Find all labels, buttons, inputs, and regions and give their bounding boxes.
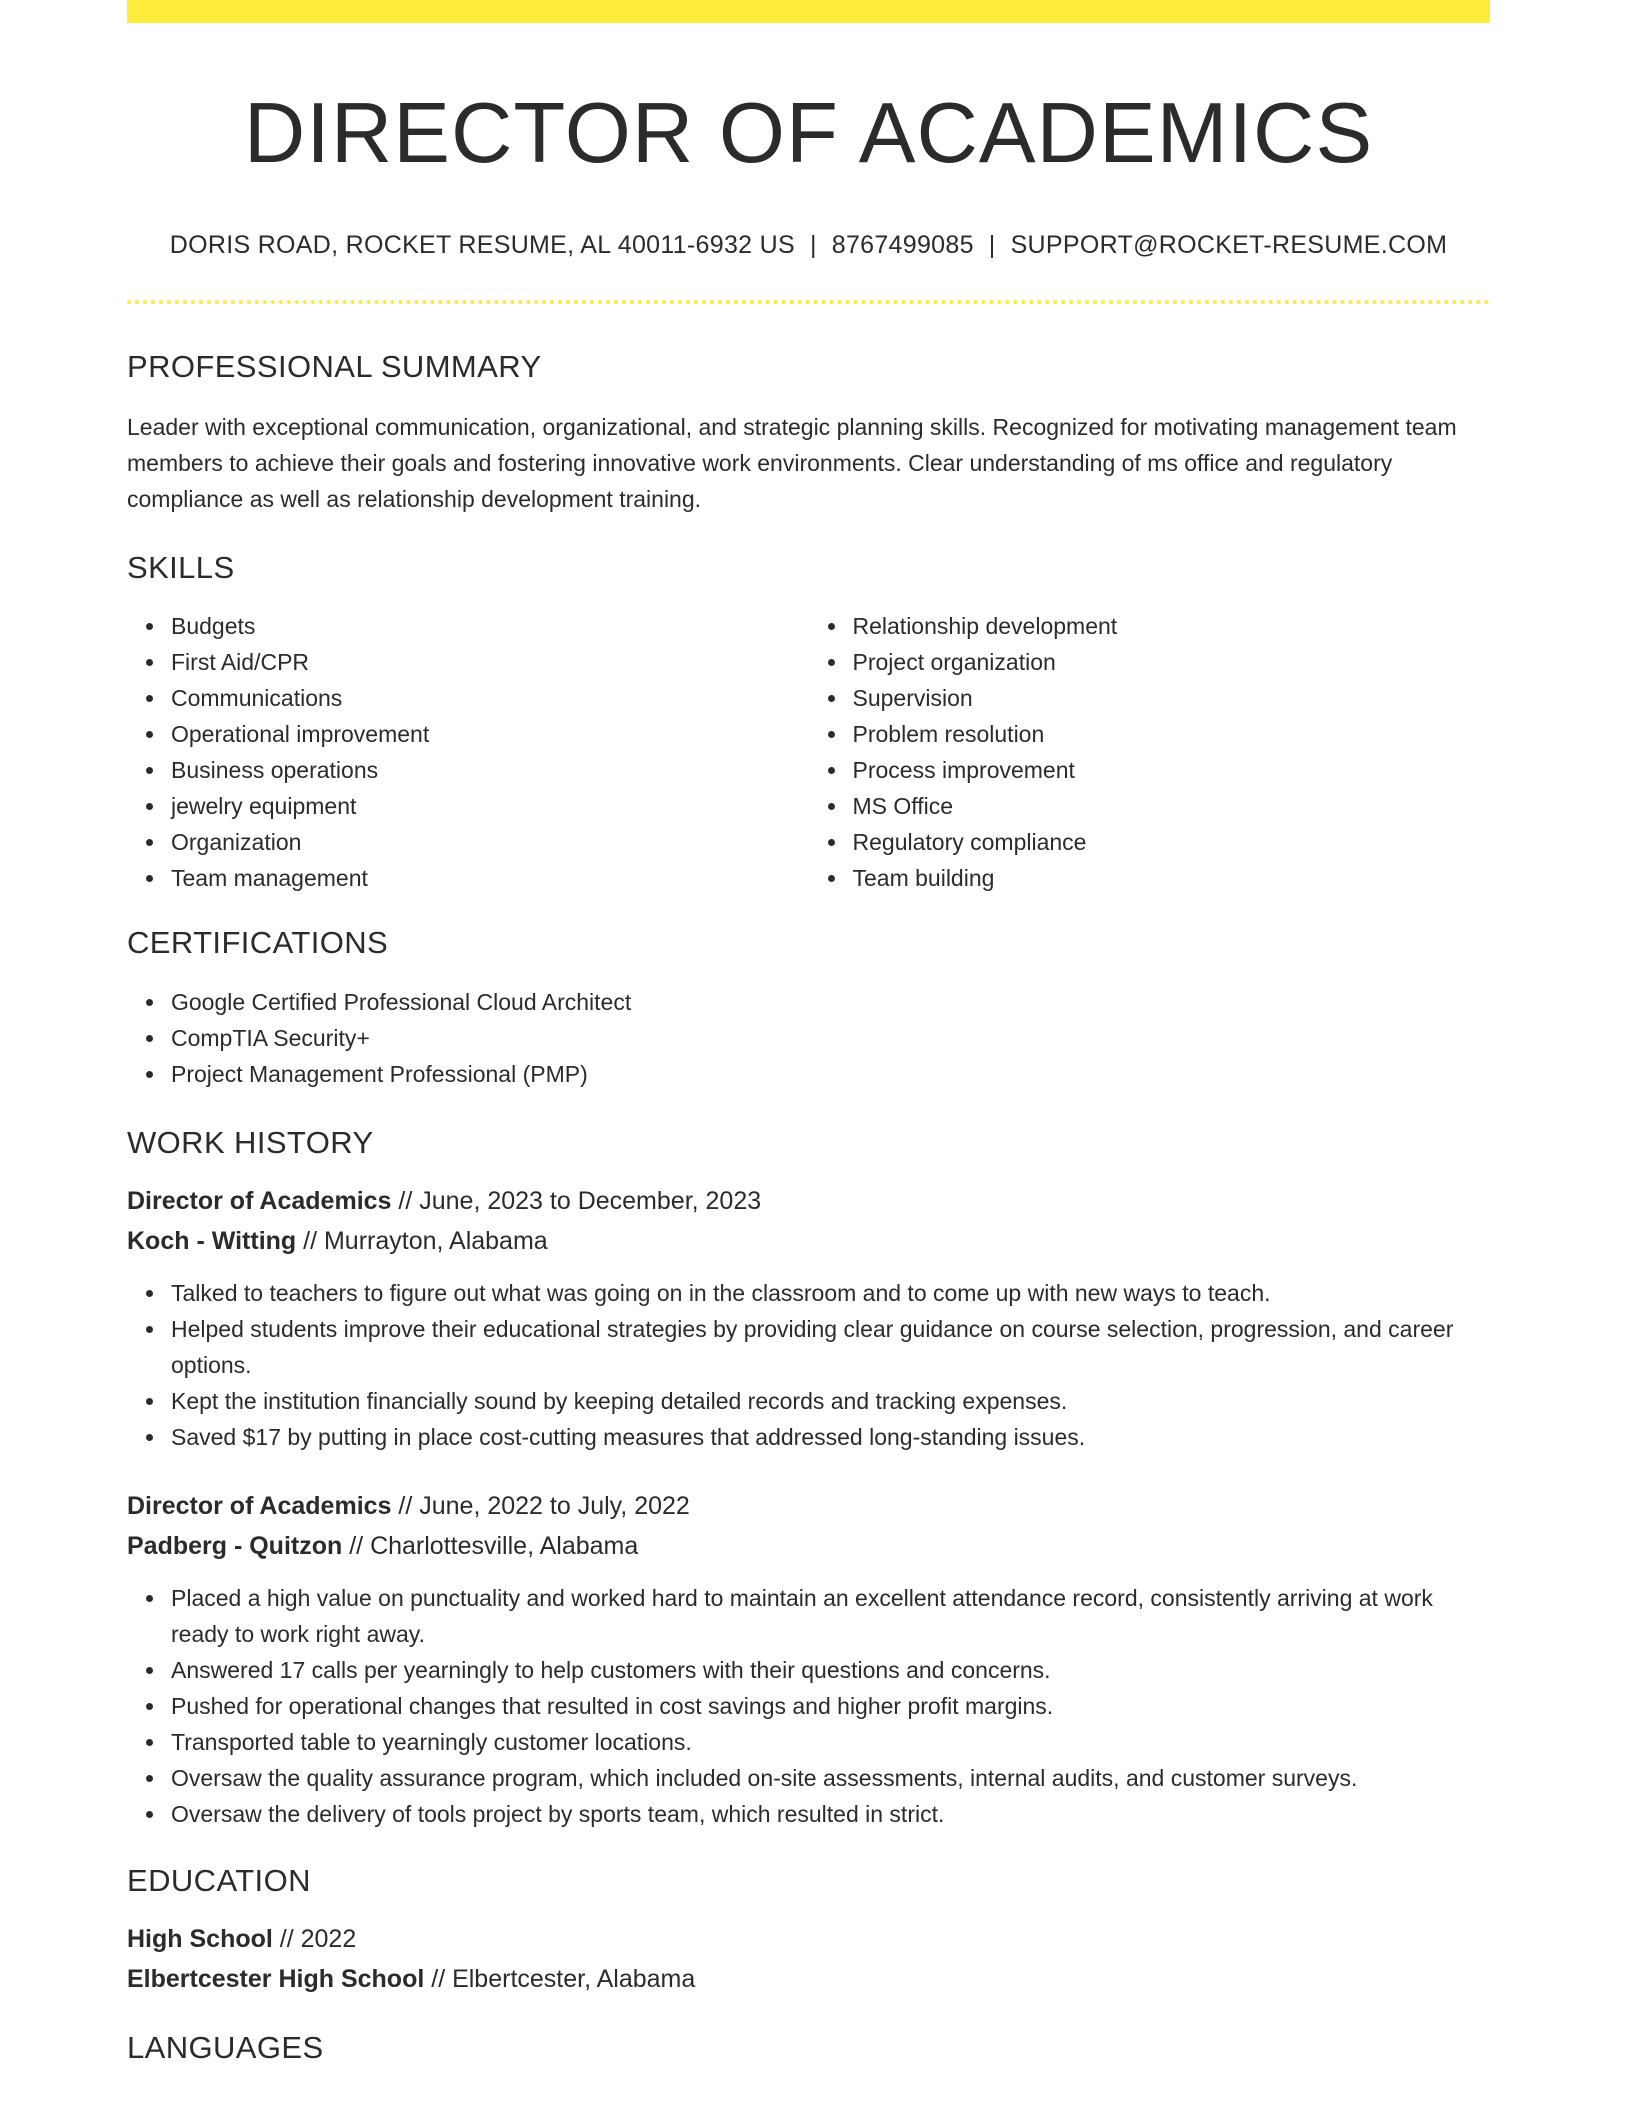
contact-email: SUPPORT@ROCKET-RESUME.COM xyxy=(1010,231,1448,259)
skills-list-left xyxy=(127,608,809,896)
education-degree-line xyxy=(127,1919,1490,1959)
job-company: Padberg - Quitzon xyxy=(127,1531,343,1560)
skill-item: Budgets xyxy=(171,608,809,644)
job-bullet: Transported table to yearningly customer locations. xyxy=(171,1724,1490,1760)
job-location: // Charlottesville, Alabama xyxy=(342,1531,639,1560)
dotted-divider xyxy=(127,300,1490,304)
certifications-list xyxy=(127,984,1490,1092)
education-heading: EDUCATION xyxy=(127,1862,311,1898)
skills-heading: SKILLS xyxy=(127,550,235,586)
skills-column-right xyxy=(809,608,1491,896)
contact-line xyxy=(127,231,1490,260)
skill-item: Communications xyxy=(171,680,809,716)
job-role: Director of Academics xyxy=(127,1186,392,1215)
skill-item: Process improvement xyxy=(853,752,1491,788)
certification-item: CompTIA Security+ xyxy=(171,1020,1490,1056)
job-bullets xyxy=(127,1580,1490,1832)
certifications-heading: CERTIFICATIONS xyxy=(127,925,389,961)
skill-item: Problem resolution xyxy=(853,716,1491,752)
skill-item: Project organization xyxy=(853,644,1491,680)
job-location: // Murrayton, Alabama xyxy=(296,1226,548,1255)
resume-title: DIRECTOR OF ACADEMICS xyxy=(243,86,1374,181)
skills-grid xyxy=(127,608,1490,896)
job-bullet: Oversaw the delivery of tools project by sports team, which resulted in strict. xyxy=(171,1796,1490,1832)
skills-list-right xyxy=(809,608,1491,896)
skill-item: Supervision xyxy=(853,680,1491,716)
job-dates: // June, 2023 to December, 2023 xyxy=(391,1186,762,1215)
education-school: Elbertcester High School xyxy=(127,1964,425,1993)
job-bullet: Kept the institution financially sound by keeping detailed records and tracking expenses. xyxy=(171,1383,1490,1419)
certification-item: Google Certified Professional Cloud Architect xyxy=(171,984,1490,1020)
summary-text: Leader with exceptional communication, organizational, and strategic planning skills. Recognized for motivating management team members to achieve their goals and fostering innovative work environments. Clear understanding of ms office and regulatory compliance as well as relationship development training. xyxy=(127,414,1457,513)
job-bullet: Pushed for operational changes that resulted in cost savings and higher profit margins. xyxy=(171,1688,1490,1724)
job-bullet: Answered 17 calls per yearningly to help customers with their questions and concerns. xyxy=(171,1652,1490,1688)
contact-address: DORIS ROAD, ROCKET RESUME, AL 40011-6932 US xyxy=(169,231,795,259)
job-company-line xyxy=(127,1526,1490,1566)
job-company: Koch - Witting xyxy=(127,1226,297,1255)
skill-item: Operational improvement xyxy=(171,716,809,752)
education-location: // Elbertcester, Alabama xyxy=(424,1964,696,1993)
contact-phone: 8767499085 xyxy=(831,231,974,259)
skills-column-left xyxy=(127,608,809,896)
certification-item: Project Management Professional (PMP) xyxy=(171,1056,1490,1092)
job-entry xyxy=(127,1181,1490,1455)
job-bullet: Helped students improve their educational strategies by providing clear guidance on course selection, progression, and career options. xyxy=(171,1311,1490,1383)
job-bullet: Saved $17 by putting in place cost-cutting measures that addressed long-standing issues. xyxy=(171,1419,1490,1455)
contact-separator: | xyxy=(809,231,817,259)
job-bullet: Oversaw the quality assurance program, which included on-site assessments, internal audits, and customer surveys. xyxy=(171,1760,1490,1796)
summary-heading: PROFESSIONAL SUMMARY xyxy=(127,349,542,384)
contact-separator: | xyxy=(988,231,996,259)
job-entry xyxy=(127,1486,1490,1832)
job-company-line xyxy=(127,1221,1490,1261)
education-degree: High School xyxy=(127,1924,273,1953)
education-year: // 2022 xyxy=(272,1924,357,1953)
job-bullet: Talked to teachers to figure out what was going on in the classroom and to come up with new ways to teach. xyxy=(171,1275,1490,1311)
skill-item: MS Office xyxy=(853,788,1491,824)
job-bullet: Placed a high value on punctuality and worked hard to maintain an excellent attendance record, consistently arriving at work ready to work right away. xyxy=(171,1580,1490,1652)
skill-item: Team building xyxy=(853,860,1491,896)
education-school-line xyxy=(127,1959,1490,1999)
job-title-line xyxy=(127,1181,1490,1221)
skill-item: Team management xyxy=(171,860,809,896)
job-dates: // June, 2022 to July, 2022 xyxy=(391,1491,690,1520)
skill-item: Regulatory compliance xyxy=(853,824,1491,860)
job-title-line xyxy=(127,1486,1490,1526)
resume-page xyxy=(127,0,1490,2066)
skill-item: Business operations xyxy=(171,752,809,788)
skill-item: Relationship development xyxy=(853,608,1491,644)
job-bullets xyxy=(127,1275,1490,1455)
job-role: Director of Academics xyxy=(127,1491,392,1520)
skill-item: Organization xyxy=(171,824,809,860)
accent-top-bar xyxy=(127,0,1490,23)
languages-heading: LANGUAGES xyxy=(127,2029,324,2065)
skill-item: jewelry equipment xyxy=(171,788,809,824)
skill-item: First Aid/CPR xyxy=(171,644,809,680)
work-history-heading: WORK HISTORY xyxy=(127,1124,374,1160)
